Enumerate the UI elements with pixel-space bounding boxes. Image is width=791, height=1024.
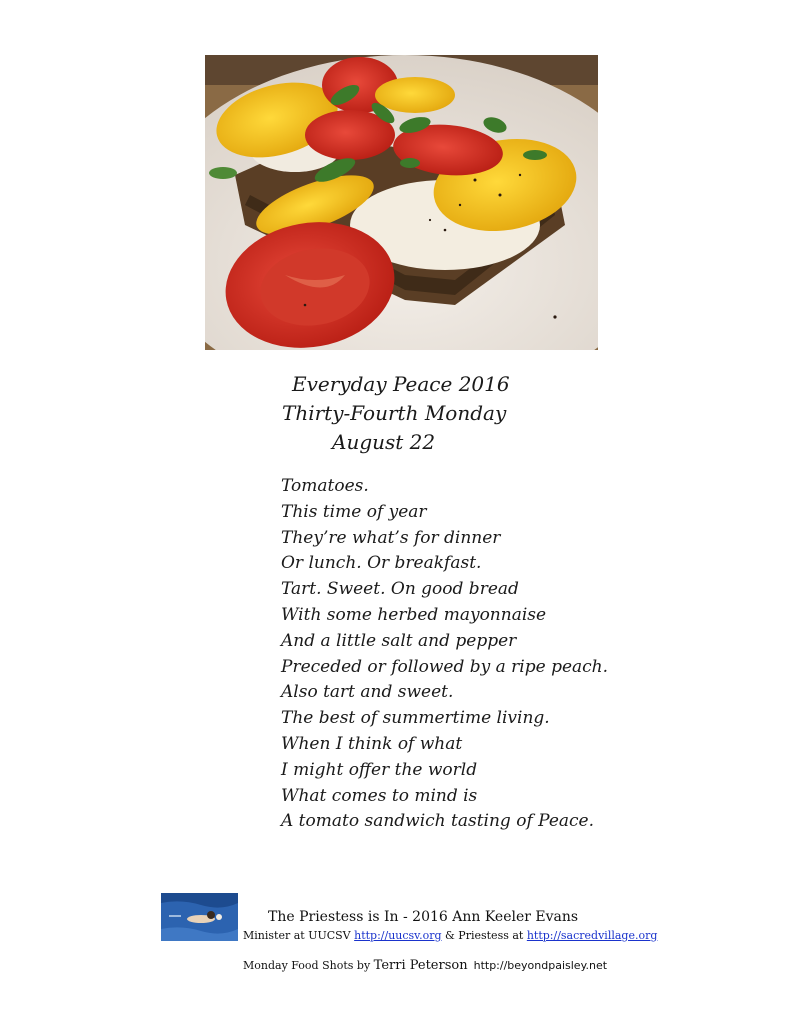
heading-block xyxy=(282,370,582,457)
photo-credit xyxy=(243,958,607,973)
poem-line: The best of summertime living. xyxy=(281,708,550,729)
priestess-label: & Priestess at xyxy=(441,929,527,942)
author-credit: The Priestess is In - 2016 Ann Keeler Evans xyxy=(268,909,579,925)
minister-label: Minister at UUCSV xyxy=(243,929,355,942)
poem-line: Tomatoes. xyxy=(281,476,369,496)
poem-line: I might offer the world xyxy=(281,759,478,780)
poem-line: What comes to mind is xyxy=(281,785,478,806)
poem-line: Or lunch. Or breakfast. xyxy=(281,553,482,574)
heading-date: August 22 xyxy=(332,430,436,454)
poem-line: Also tart and sweet. xyxy=(281,682,454,703)
poem-line: A tomato sandwich tasting of Peace. xyxy=(281,811,595,832)
heading-series: Everyday Peace 2016 xyxy=(292,372,510,396)
affiliation-line xyxy=(243,929,657,942)
swimmer-photo xyxy=(161,893,238,941)
food-credit-label: Monday Food Shots by xyxy=(243,959,374,972)
poem-line: Preceded or followed by a ripe peach. xyxy=(281,656,609,677)
heading-week: Thirty-Fourth Monday xyxy=(282,401,507,425)
poem-line: Tart. Sweet. On good bread xyxy=(281,579,519,600)
poem-line: This time of year xyxy=(281,501,427,522)
tomato-sandwich-photo xyxy=(205,55,598,350)
poem-line: With some herbed mayonnaise xyxy=(281,604,547,625)
poem xyxy=(281,474,701,835)
sacred-village-link[interactable]: http://sacredvillage.org xyxy=(526,929,658,942)
uucsv-link[interactable]: http://uucsv.org xyxy=(354,929,442,942)
poem-line: And a little salt and pepper xyxy=(281,630,517,651)
poem-line: They’re what’s for dinner xyxy=(281,527,501,548)
photographer-name: Terri Peterson xyxy=(373,958,468,973)
photographer-site: http://beyondpaisley.net xyxy=(473,959,608,972)
poem-line: When I think of what xyxy=(281,733,463,754)
